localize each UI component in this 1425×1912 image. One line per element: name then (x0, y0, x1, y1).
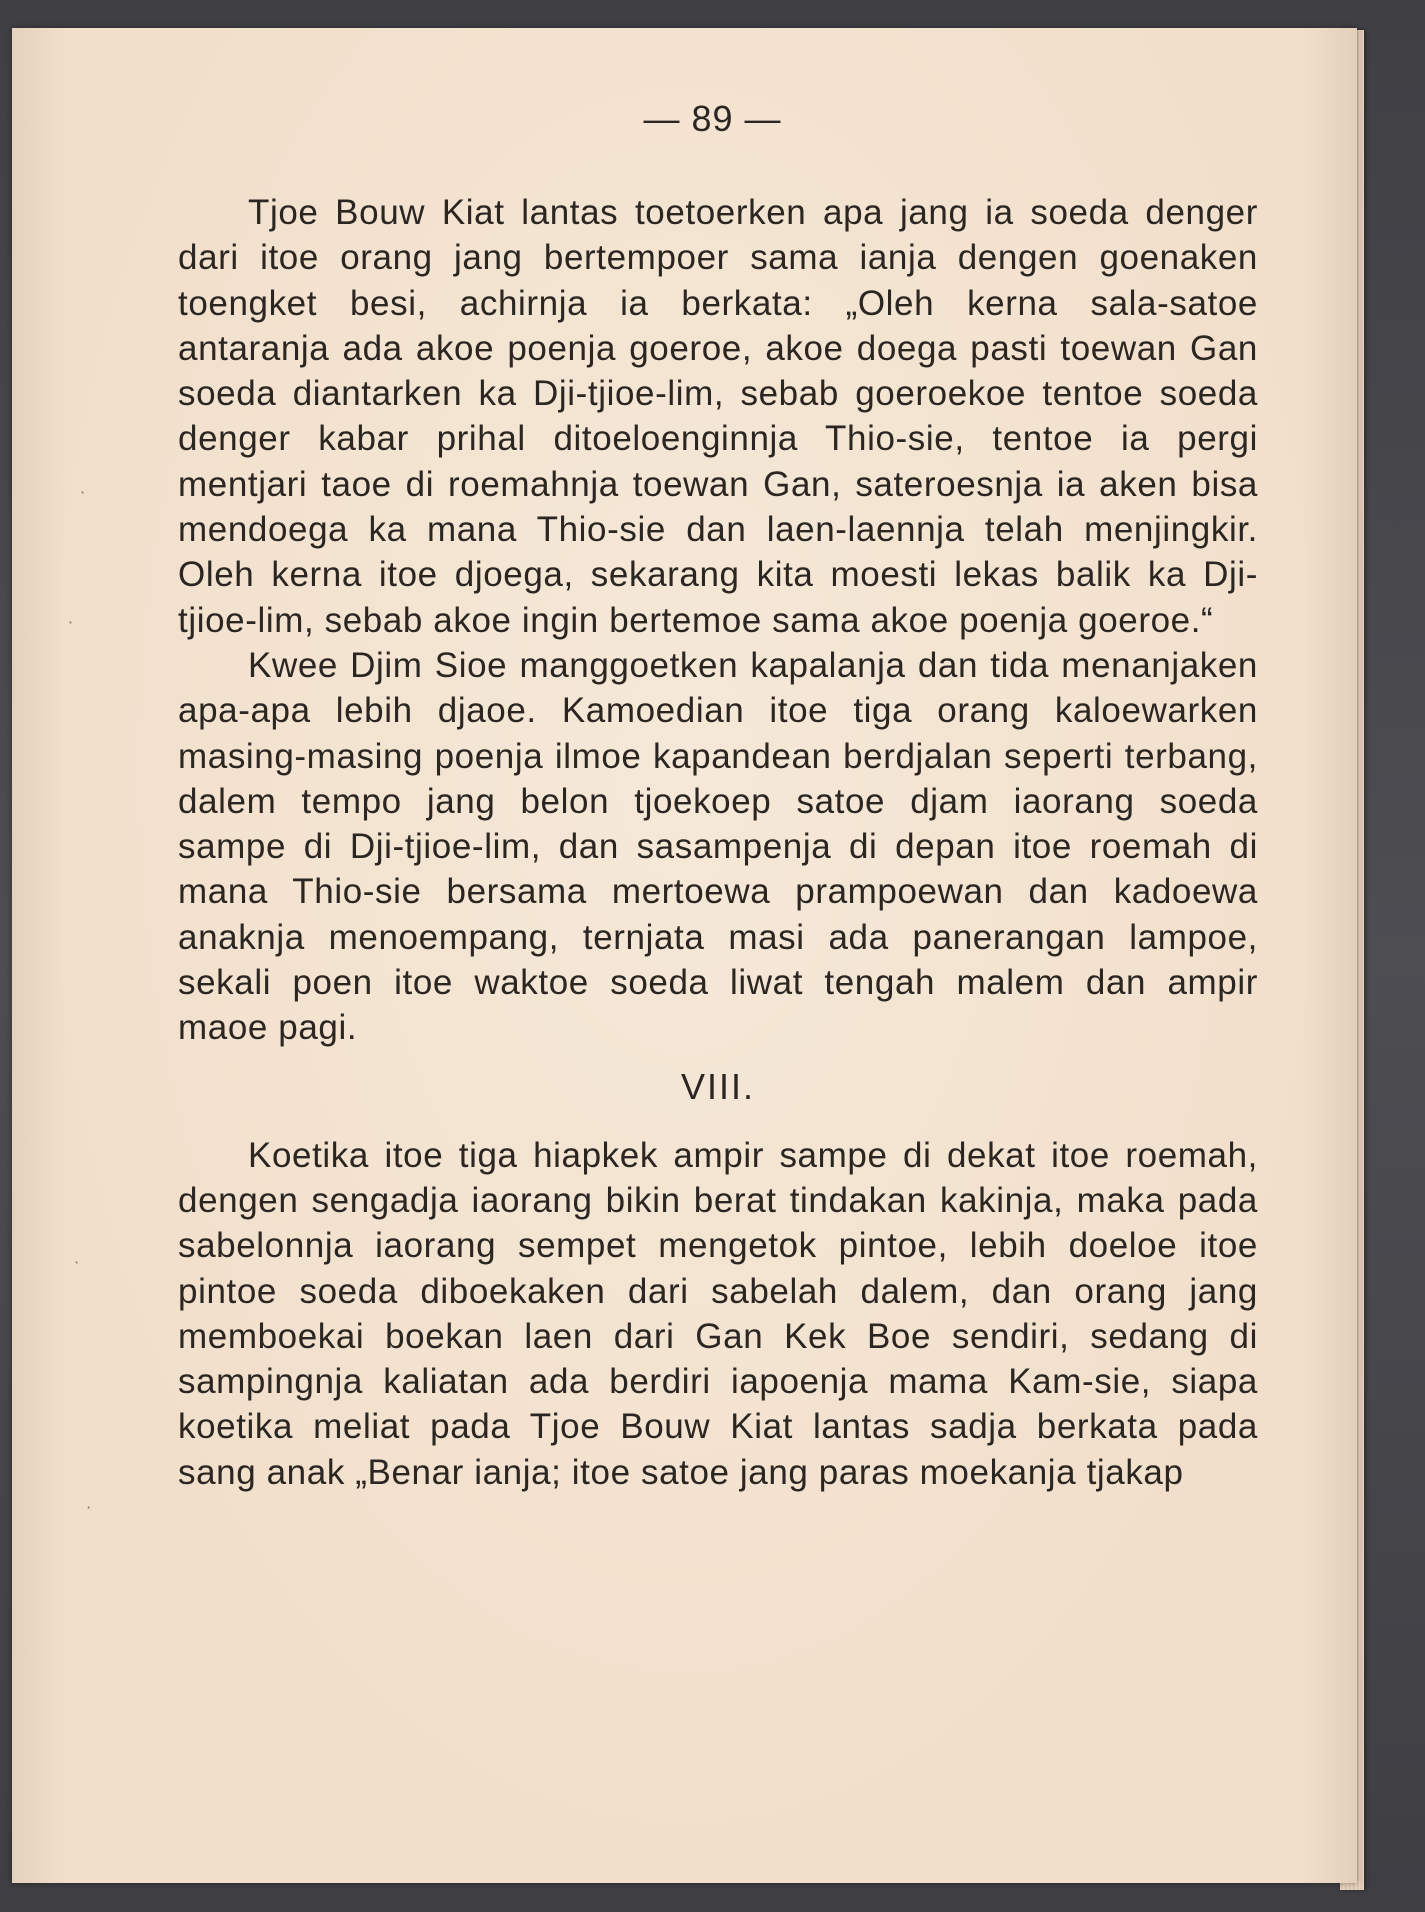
section-heading: VIII. (680, 1065, 756, 1107)
margin-speck: · (80, 483, 86, 502)
paragraph: Kwee Djim Sioe manggoetken kapalanja dan tida menanjaken apa-apa lebih djaoe. Kamoedian itoe tiga orang kaloewarken masing-masing poenja ilmoe kapandean berdjalan seperti terbang, dalem tempo jang belon tjoekoep satoe djam iaorang soeda sampe di Dji-tjioe-lim, dan sasampenja di depan itoe roemah di mana Thio-sie bersama mertoewa prampoewan dan kadoewa anaknja menoempang, ternjata masi ada panerangan lampoe, sekali poen itoe waktoe soeda liwat tengah malem dan ampir maoe pagi. (178, 645, 1258, 1048)
page-number: — 89 — (643, 98, 782, 139)
paragraph: Koetika itoe tiga hiapkek ampir sampe di dekat itoe roemah, dengen sengadja iaorang bikin berat tindakan kakinja, maka pada sabelonnja iaorang sempet mengetok pintoe, lebih doeloe itoe pintoe soeda diboekaken dari sabelah dalem, dan orang jang memboekai boekan laen dari Gan Kek Boe sendiri, sedang di sampingnja kaliatan ada berdiri iapoenja mama Kam-sie, siapa koetika meliat pada Tjoe Bouw Kiat lantas sadja berkata pada sang anak „Benar ianja; itoe satoe jang paras moekanja tjakap (178, 1135, 1258, 1492)
margin-speck: · (74, 1253, 80, 1272)
margin-speck: · (86, 1498, 92, 1517)
paragraph: Tjoe Bouw Kiat lantas toetoerken apa jang ia soeda denger dari itoe orang jang bertempoer sama ianja dengen goenaken toengket besi, achirnja ia berkata: „Oleh kerna sala-satoe antaranja ada akoe poenja goeroe, akoe doega pasti toewan Gan soeda diantarken ka Dji-tjioe-lim, sebab goeroekoe tentoe soeda denger kabar prihal ditoeloenginnja Thio-sie, tentoe ia pergi mentjari taoe di roemahnja toewan Gan, sateroesnja ia aken bisa mendoega ka mana Thio-sie dan laen-laennja telah menjingkir. Oleh kerna itoe djoega, sekarang kita moesti lekas balik ka Dji-tjioe-lim, sebab akoe ingin bertemoe sama akoe poenja goeroe.“ (178, 193, 1258, 640)
margin-speck: · (68, 613, 74, 632)
body-text (178, 190, 1258, 1495)
